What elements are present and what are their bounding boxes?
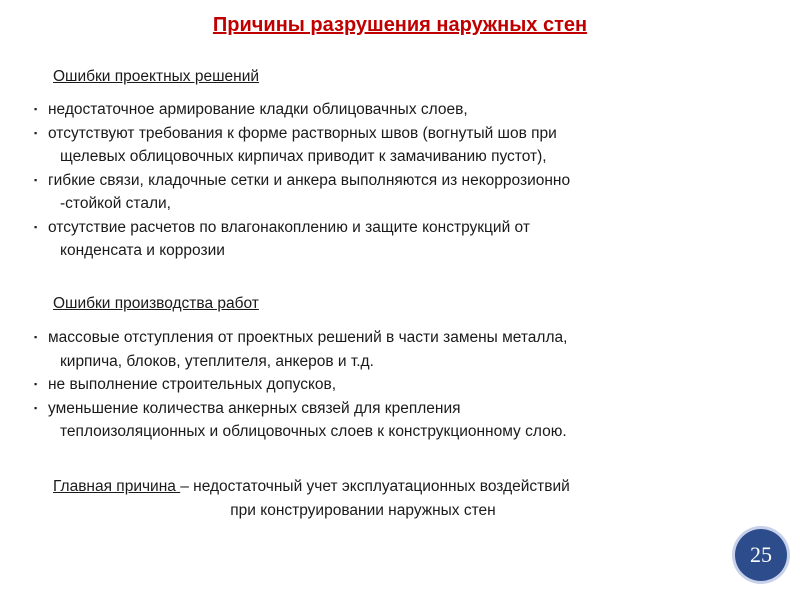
list-item-text: отсутствуют требования к форме растворных швов (вогнутый шов при xyxy=(48,124,557,142)
conclusion-label: Главная причина xyxy=(53,478,181,495)
production-errors-list xyxy=(34,326,754,444)
conclusion-continuation: при конструировании наружных стен xyxy=(230,501,496,519)
list-item-continuation: щелевых облицовочных кирпичах приводит к замачиванию пустот), xyxy=(60,148,547,165)
main-conclusion xyxy=(53,475,753,522)
bullet-icon: ▪ xyxy=(34,402,38,413)
list-item-continuation: кирпича, блоков, утеплителя, анкеров и т.д. xyxy=(60,352,374,370)
bullet-icon: ▪ xyxy=(34,332,38,342)
list-item-continuation: конденсата и коррозии xyxy=(60,242,225,259)
list-item-text: недостаточное армирование кладки облицовачных слоев, xyxy=(48,101,468,118)
bullet-icon: ▪ xyxy=(34,104,38,114)
bullet-icon: ▪ xyxy=(34,379,38,389)
list-item xyxy=(34,397,754,444)
list-item-continuation: теплоизоляционных и облицовочных слоев к конструкционному слою. xyxy=(60,423,567,440)
list-item-text: уменьшение количества анкерных связей для крепления xyxy=(48,399,461,417)
list-item xyxy=(34,216,754,263)
conclusion-text: – недостаточный учет эксплуатационных воздействий xyxy=(180,478,570,495)
list-item xyxy=(34,326,754,373)
list-item-continuation: -стойкой стали, xyxy=(60,195,171,212)
bullet-icon: ▪ xyxy=(34,127,38,138)
list-item xyxy=(34,122,754,169)
section-heading-production-errors: Ошибки производства работ xyxy=(53,295,259,312)
list-item-text: массовые отступления от проектных решений в части замены металла, xyxy=(48,329,568,346)
bullet-icon: ▪ xyxy=(34,221,38,232)
design-errors-list xyxy=(34,98,754,263)
list-item xyxy=(34,373,754,397)
bullet-icon: ▪ xyxy=(34,174,38,185)
list-item-text: гибкие связи, кладочные сетки и анкера выполняются из некоррозионно xyxy=(48,171,571,189)
page-number-badge: 25 xyxy=(735,529,787,581)
list-item-text: не выполнение строительных допусков, xyxy=(48,376,337,393)
section-heading-design-errors: Ошибки проектных решений xyxy=(53,68,260,85)
list-item-text: отсутствие расчетов по влагонакоплению и защите конструкций от xyxy=(48,218,530,236)
slide-title: Причины разрушения наружных стен xyxy=(212,14,588,36)
list-item xyxy=(34,169,754,216)
list-item xyxy=(34,98,754,122)
